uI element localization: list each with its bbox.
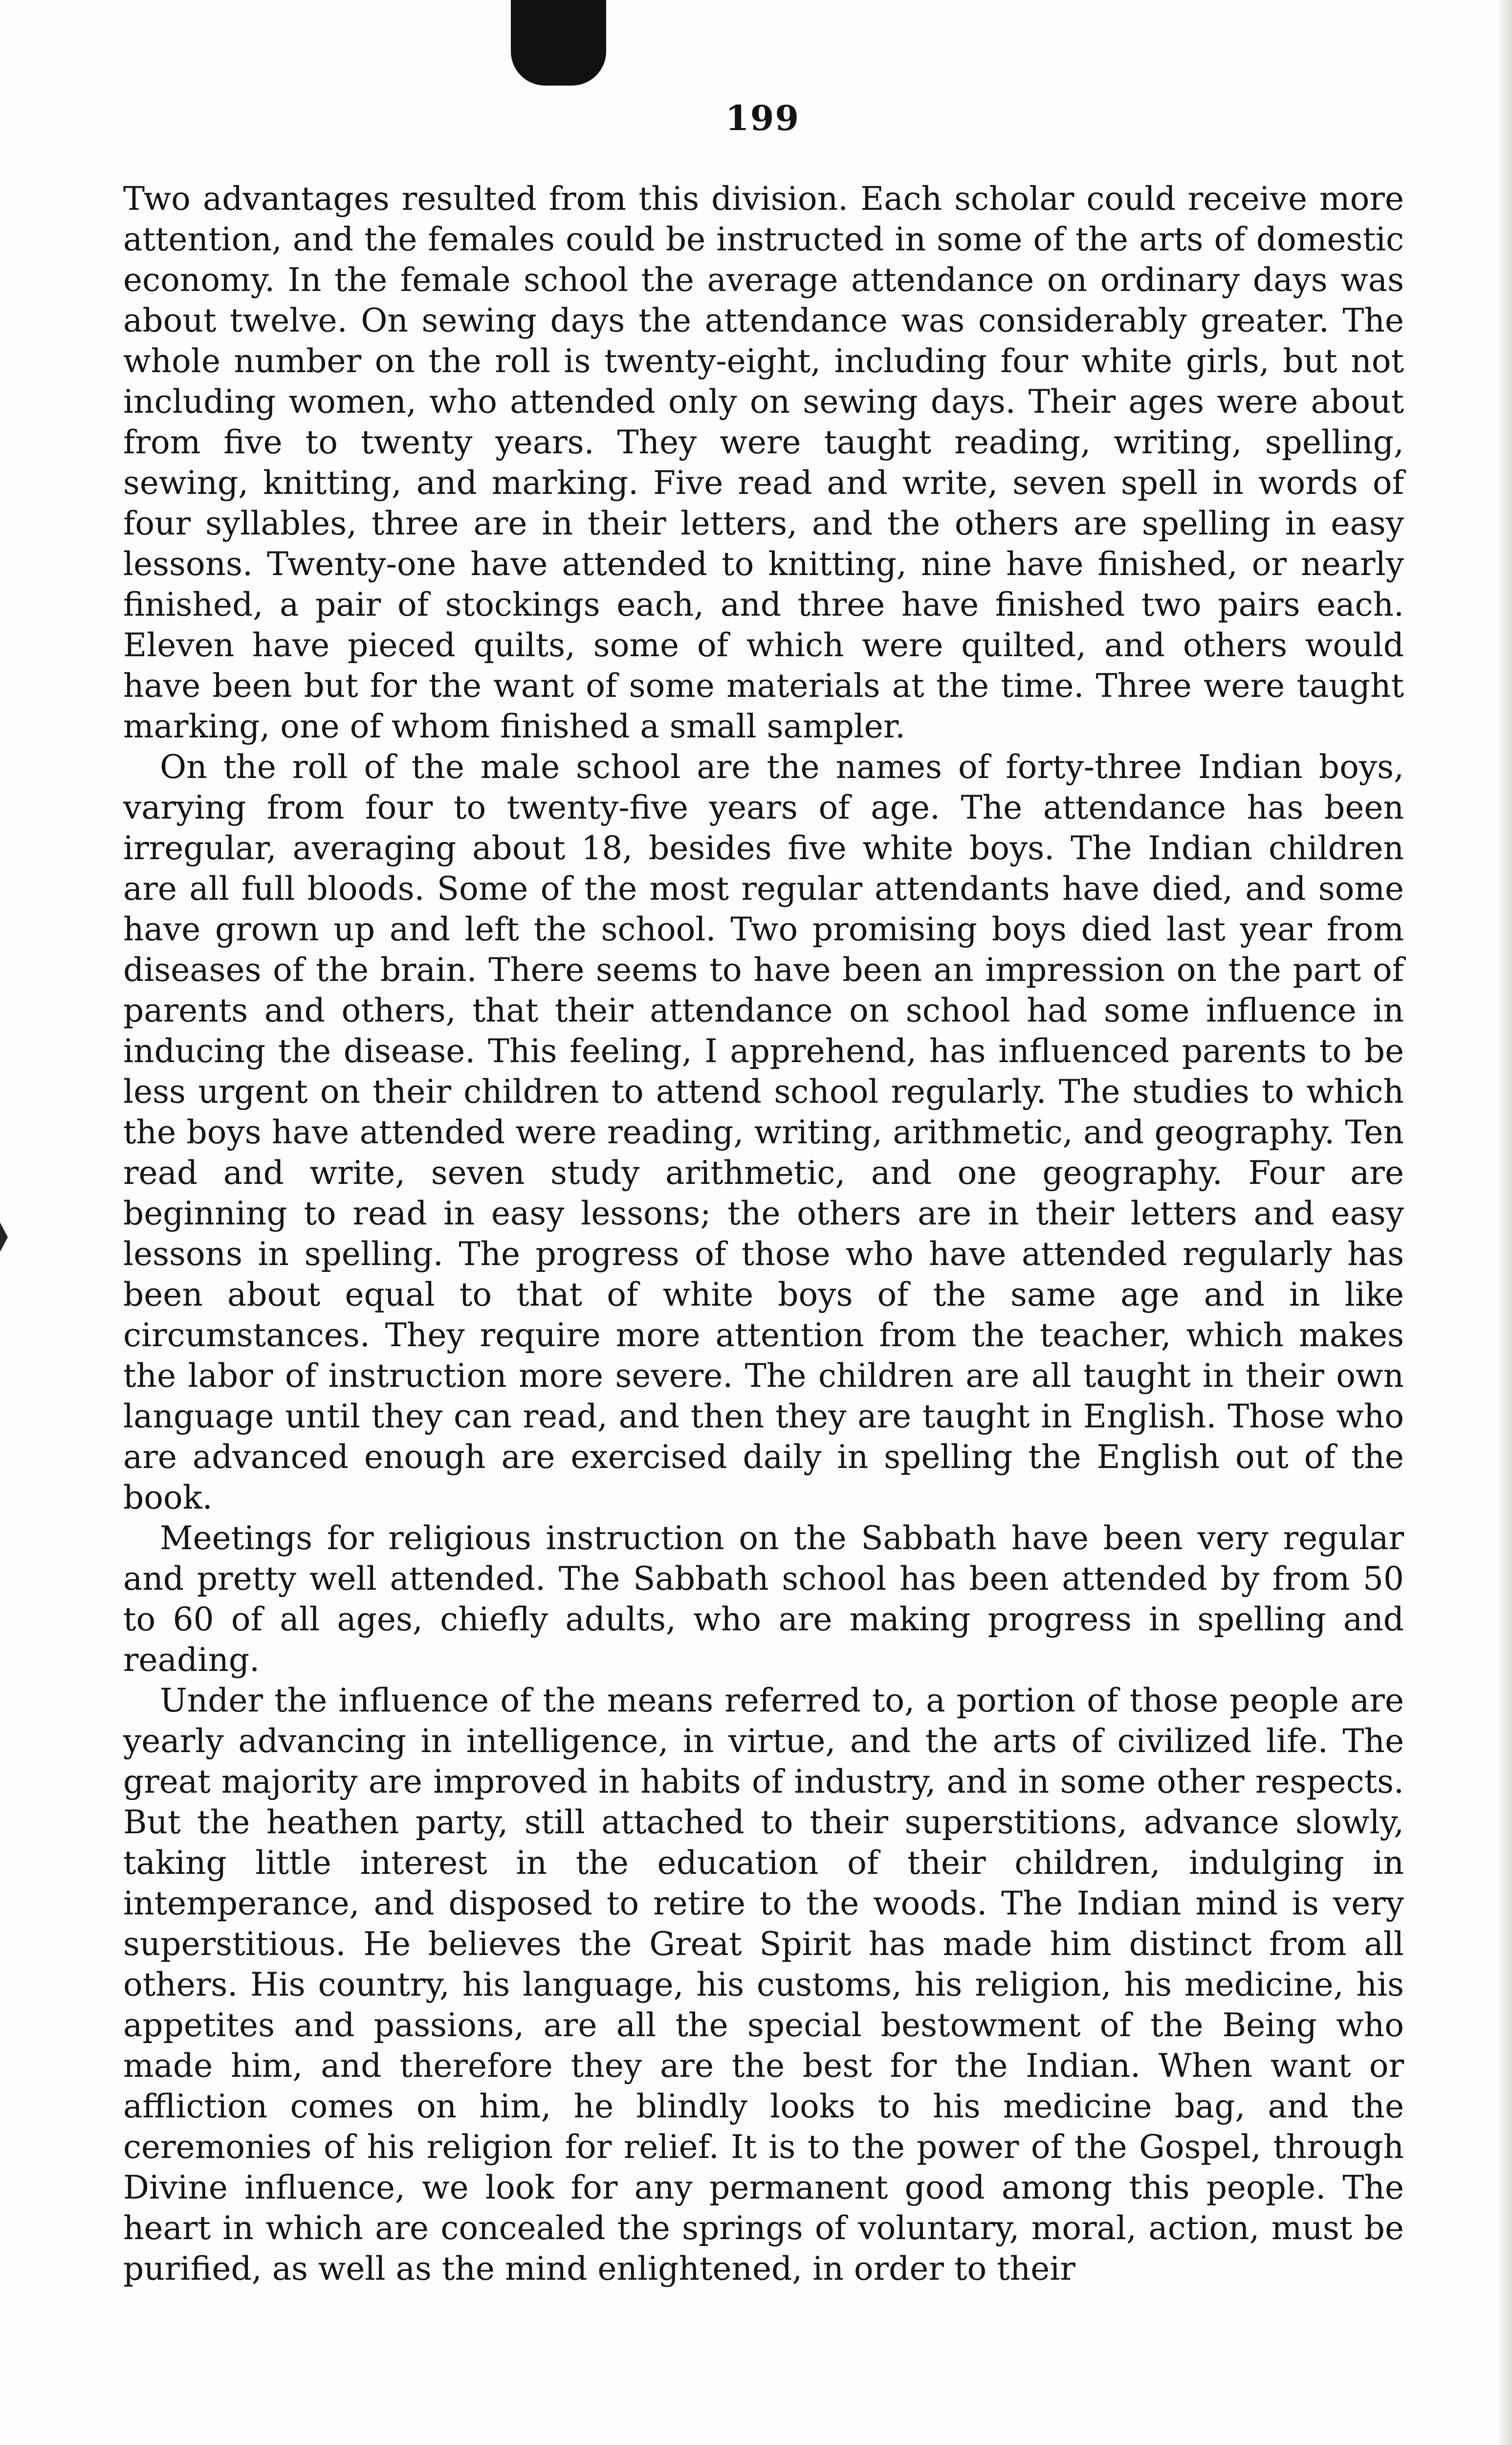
paragraph-female-school: Two advantages resulted from this division. Each scholar could receive more attention, and the females could be instructed in some of the arts of domestic economy. In the female school the average attendance on ordinary days was about twelve. On sewing days the attendance was considerably greater. The whole number on the roll is twenty-eight, including four white girls, but not including women, who attended only on sewing days. Their ages were about from five to twenty years. They were taught reading, writing, spelling, sewing, knitting, and marking. Five read and write, seven spell in words of four syllables, three are in their letters, and the others are spelling in easy lessons. Twenty-one have attended to knitting, nine have finished, or nearly finished, a pair of stockings each, and three have finished two pairs each. Eleven have pieced quilts, some of which were quilted, and others would have been but for the want of some materials at the time. Three were taught marking, one of whom finished a small sampler. — [123, 180, 1404, 745]
paragraph-sabbath-meetings: Meetings for religious instruction on the Sabbath have been very regular and pretty well attended. The Sabbath school has been attended by from 50 to 60 of all ages, chiefly adults, who are making progress in spelling and reading. — [123, 1519, 1404, 1679]
paragraph-indian-mind: Under the influence of the means referred to, a portion of those people are yearly advancing in intelligence, in virtue, and the arts of civilized life. The great majority are improved in habits of industry, and in some other respects. But the heathen party, still attached to their superstitions, advance slowly, taking little interest in the education of their children, indulging in intemperance, and disposed to retire to the woods. The Indian mind is very superstitious. He believes the Great Spirit has made him distinct from all others. His country, his language, his customs, his religion, his medicine, his appetites and passions, are all the special bestowment of the Being who made him, and therefore they are the best for the Indian. When want or affliction comes on him, he blindly looks to his medicine bag, and the ceremonies of his religion for relief. It is to the power of the Gospel, through Divine influence, we look for any permanent good among this people. The heart in which are concealed the springs of voluntary, moral, action, must be purified, as well as the mind enlightened, in order to their — [123, 1682, 1404, 2288]
body-text — [123, 178, 1404, 2289]
paragraph-male-school: On the roll of the male school are the names of forty-three Indian boys, varying from four to twenty-five years of age. The attendance has been irregular, averaging about 18, besides five white boys. The Indian children are all full bloods. Some of the most regular attendants have died, and some have grown up and left the school. Two promising boys died last year from diseases of the brain. There seems to have been an impression on the part of parents and others, that their attendance on school had some influence in inducing the disease. This feeling, I apprehend, has influenced parents to be less urgent on their children to attend school regularly. The studies to which the boys have attended were reading, writing, arithmetic, and geography. Ten read and write, seven study arithmetic, and one geography. Four are beginning to read in easy lessons; the others are in their letters and easy lessons in spelling. The progress of those who have attended regularly has been about equal to that of white boys of the same age and in like circumstances. They require more attention from the teacher, which makes the labor of instruction more severe. The children are all taught in their own language until they can read, and then they are taught in English. Those who are advanced enough are exercised daily in spelling the English out of the book. — [123, 748, 1404, 1516]
page-number: 199 — [725, 98, 800, 138]
binding-mark — [511, 0, 606, 86]
page-edge-shadow — [1497, 0, 1512, 2445]
margin-tick-mark — [0, 1222, 8, 1252]
